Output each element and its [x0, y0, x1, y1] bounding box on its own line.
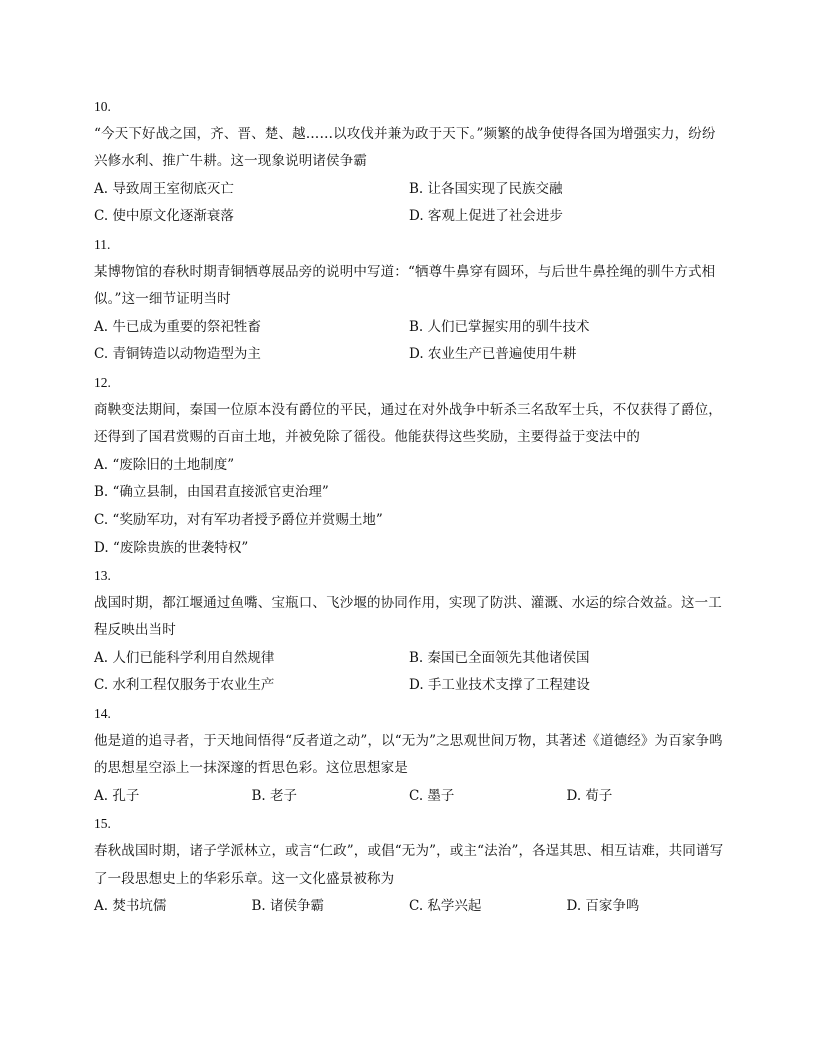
- option-d[interactable]: D. 手工业技术支撑了工程建设: [409, 677, 590, 694]
- question-number: 14.: [94, 706, 111, 722]
- question-10: [94, 93, 724, 231]
- option-a[interactable]: A. “废除旧的土地制度”: [94, 456, 235, 473]
- question-stem: 春秋战国时期，诸子学派林立，或言“仁政”，或倡“无为”，或主“法治”，各逞其思、相互诘难，共同谱写了一段思想史上的华彩乐章。这一文化盛景被称为: [94, 843, 724, 887]
- option-b[interactable]: B. 诸侯争霸: [251, 898, 325, 915]
- question-number: 11.: [94, 236, 111, 252]
- question-number: 10.: [94, 99, 111, 114]
- question-14: [94, 700, 724, 810]
- question-stem: “今天下好战之国，齐、晋、楚、越……以攻伐并兼为政于天下。”频繁的战争使得各国为增强实力，纷纷兴修水利、推广牛耕。这一现象说明诸侯争霸: [94, 125, 716, 170]
- question-number: 13.: [94, 568, 111, 584]
- options-row: [94, 341, 724, 369]
- question-stem: 战国时期，都江堰通过鱼嘴、宝瓶口、飞沙堰的协同作用，实现了防洪、灌溉、水运的综合效益。这一工程反映出当时: [94, 594, 722, 639]
- options-row: [94, 783, 724, 811]
- option-a[interactable]: A. 焚书坑儒: [94, 898, 167, 915]
- option-a[interactable]: A. 导致周王室彻底灭亡: [94, 180, 234, 197]
- options-row: [94, 203, 724, 231]
- question-stem: 某博物馆的春秋时期青铜牺尊展品旁的说明中写道：“牺尊牛鼻穿有圆环，与后世牛鼻拴绳的驯牛方式相似。”这一细节证明当时: [94, 263, 716, 308]
- option-d[interactable]: D. 客观上促进了社会进步: [409, 208, 563, 225]
- question-stem: 他是道的追寻者，于天地间悟得“反者道之动”，以“无为”之思观世间万物，其著述《道德经》为百家争鸣的思想星空添上一抹深邃的哲思色彩。这位思想家是: [94, 732, 723, 777]
- question-number: 15.: [94, 816, 111, 832]
- option-b[interactable]: B. 老子: [251, 787, 298, 804]
- option-d[interactable]: D. “废除贵族的世袭特权”: [94, 539, 249, 556]
- option-a[interactable]: A. 人们已能科学利用自然规律: [94, 649, 275, 666]
- option-b[interactable]: B. 让各国实现了民族交融: [409, 180, 563, 197]
- option-c[interactable]: C. 使中原文化逐渐衰落: [94, 208, 234, 225]
- option-a[interactable]: A. 牛已成为重要的祭祀牲畜: [94, 318, 261, 335]
- question-stem: 商鞅变法期间，秦国一位原本没有爵位的平民，通过在对外战争中斩杀三名敌军士兵，不仅获得了爵位，还得到了国君赏赐的百亩土地，并被免除了徭役。他能获得这些奖励，主要得益于变法中的: [94, 401, 722, 446]
- option-b[interactable]: B. “确立县制，由国君直接派官吏治理”: [94, 484, 329, 501]
- options-row: [94, 176, 724, 204]
- option-c[interactable]: C. 私学兴起: [409, 898, 482, 915]
- option-c[interactable]: C. 墨子: [409, 787, 455, 804]
- option-c[interactable]: C. 青铜铸造以动物造型为主: [94, 346, 261, 363]
- question-number: 12.: [94, 374, 111, 390]
- options-row: [94, 645, 724, 673]
- question-15: [94, 810, 724, 920]
- option-d[interactable]: D. 百家争鸣: [566, 898, 640, 915]
- question-12: [94, 369, 724, 562]
- options-row: [94, 314, 724, 342]
- options-row: [94, 893, 724, 921]
- option-b[interactable]: B. 秦国已全面领先其他诸侯国: [409, 649, 590, 666]
- option-d[interactable]: D. 农业生产已普遍使用牛耕: [409, 346, 577, 363]
- option-a[interactable]: A. 孔子: [94, 787, 140, 804]
- option-c[interactable]: C. 水利工程仅服务于农业生产: [94, 677, 275, 694]
- option-b[interactable]: B. 人们已掌握实用的驯牛技术: [409, 318, 590, 335]
- question-11: [94, 231, 724, 369]
- question-page: [94, 93, 724, 921]
- question-13: [94, 562, 724, 700]
- option-d[interactable]: D. 荀子: [566, 787, 613, 804]
- option-c[interactable]: C. “奖励军功，对有军功者授予爵位并赏赐土地”: [94, 511, 383, 528]
- options-row: [94, 672, 724, 700]
